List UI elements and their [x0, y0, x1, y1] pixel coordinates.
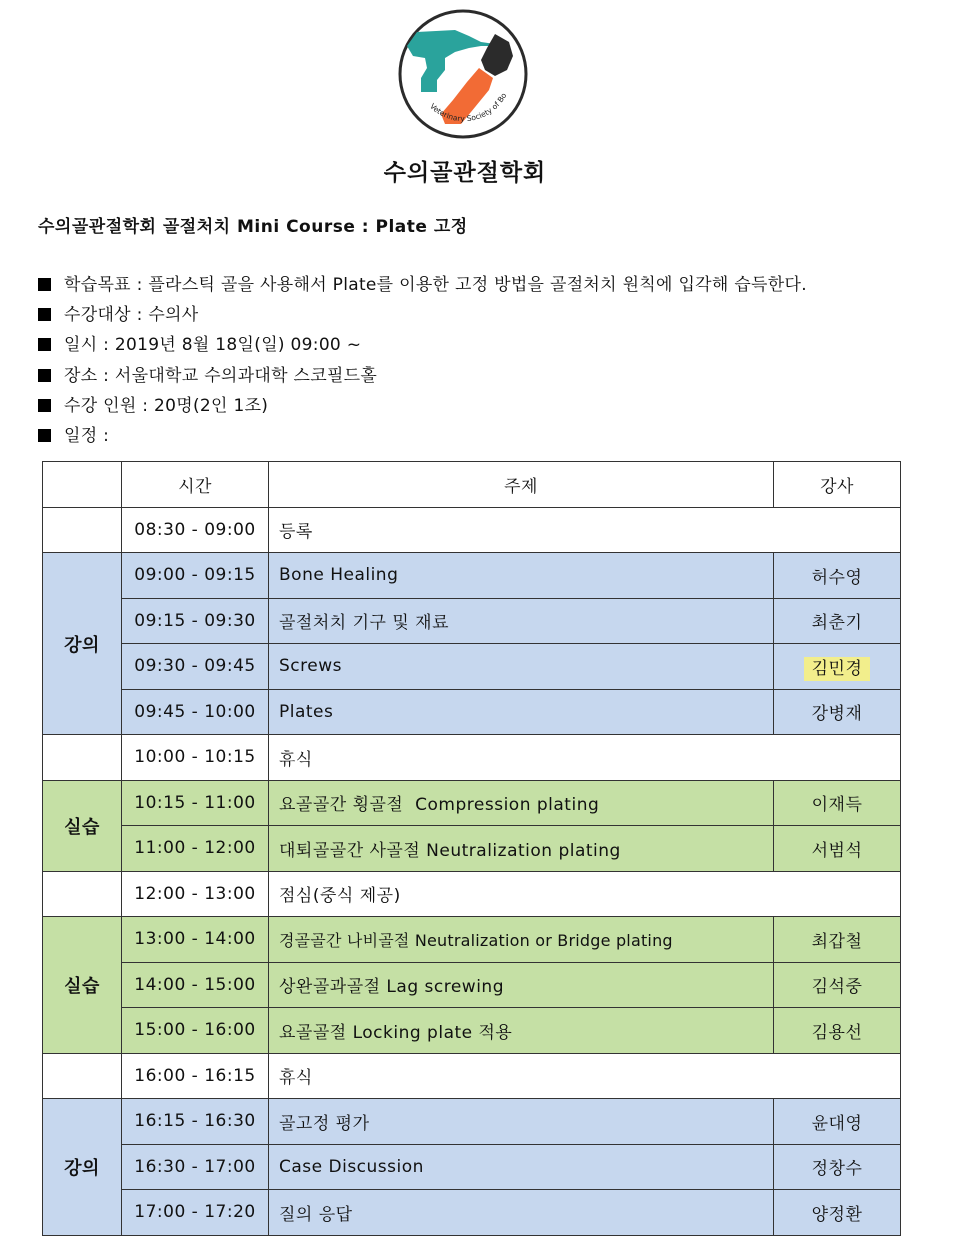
topic-cell: 휴식: [269, 735, 901, 781]
time-cell: 09:45 - 10:00: [122, 689, 269, 735]
schedule-table: [42, 461, 901, 1236]
table-row: [43, 962, 901, 1008]
info-schedule: 일정 :: [38, 423, 807, 453]
instructor-cell: 김석중: [774, 962, 901, 1008]
table-row: [43, 826, 901, 872]
topic-cell: Bone Healing: [269, 553, 774, 599]
bullet-square-icon: [38, 278, 51, 291]
category-lecture: 강의: [43, 1099, 122, 1236]
info-capacity: 수강 인원 : 20명(2인 1조): [38, 393, 807, 423]
table-row: [43, 598, 901, 644]
time-cell: 16:30 - 17:00: [122, 1144, 269, 1190]
table-row: [43, 1053, 901, 1099]
topic-cell: 골절처치 기구 및 재료: [269, 598, 774, 644]
course-title: 수의골관절학회 골절처치 Mini Course : Plate 고정: [38, 217, 468, 237]
info-date: 일시 : 2019년 8월 18일(일) 09:00 ~: [38, 332, 807, 362]
topic-cell: Plates: [269, 689, 774, 735]
time-cell: 13:00 - 14:00: [122, 917, 269, 963]
table-row: [43, 780, 901, 826]
table-row: [43, 1099, 901, 1145]
header-time: 시간: [122, 462, 269, 508]
time-cell: 10:00 - 10:15: [122, 735, 269, 781]
category-lecture: 강의: [43, 553, 122, 735]
instructor-cell: 최갑철: [774, 917, 901, 963]
header-topic: 주제: [269, 462, 774, 508]
time-cell: 09:30 - 09:45: [122, 644, 269, 690]
instructor-cell: 윤대영: [774, 1099, 901, 1145]
bullet-square-icon: [38, 369, 51, 382]
table-row: [43, 689, 901, 735]
table-row: [43, 871, 901, 917]
header-category: [43, 462, 122, 508]
time-cell: 10:15 - 11:00: [122, 780, 269, 826]
society-logo: [397, 8, 529, 140]
time-cell: 09:15 - 09:30: [122, 598, 269, 644]
instructor-cell: 최춘기: [774, 598, 901, 644]
instructor-cell: 허수영: [774, 553, 901, 599]
info-objective: 학습목표 : 플라스틱 골을 사용해서 Plate를 이용한 고정 방법을 골절처치 원칙에 입각해 습득한다.: [38, 272, 807, 302]
time-cell: 08:30 - 09:00: [122, 507, 269, 553]
topic-cell: 등록: [269, 507, 901, 553]
table-row: [43, 507, 901, 553]
time-cell: 16:00 - 16:15: [122, 1053, 269, 1099]
instructor-cell: 김용선: [774, 1008, 901, 1054]
topic-cell: Case Discussion: [269, 1144, 774, 1190]
society-title: 수의골관절학회: [383, 160, 547, 186]
instructor-cell: 정창수: [774, 1144, 901, 1190]
time-cell: 17:00 - 17:20: [122, 1190, 269, 1236]
highlighted-instructor: 김민경: [804, 657, 871, 681]
instructor-cell: 서범석: [774, 826, 901, 872]
topic-cell: 상완골과골절 Lag screwing: [269, 962, 774, 1008]
bullet-square-icon: [38, 308, 51, 321]
course-info-list: [38, 272, 807, 453]
table-row: [43, 644, 901, 690]
topic-cell: 요골골간 횡골절 Compression plating: [269, 780, 774, 826]
instructor-cell: 강병재: [774, 689, 901, 735]
time-cell: 14:00 - 15:00: [122, 962, 269, 1008]
topic-cell: Screws: [269, 644, 774, 690]
topic-cell: 질의 응답: [269, 1190, 774, 1236]
info-venue: 장소 : 서울대학교 수의과대학 스코필드홀: [38, 363, 807, 393]
instructor-cell: 이재득: [774, 780, 901, 826]
table-row: [43, 553, 901, 599]
topic-cell: 경골골간 나비골절 Neutralization or Bridge plating: [269, 917, 774, 963]
bullet-square-icon: [38, 338, 51, 351]
category-practice: 실습: [43, 780, 122, 871]
table-header-row: [43, 462, 901, 508]
time-cell: 16:15 - 16:30: [122, 1099, 269, 1145]
time-cell: 12:00 - 13:00: [122, 871, 269, 917]
category-practice: 실습: [43, 917, 122, 1054]
table-row: [43, 1144, 901, 1190]
header-instructor: 강사: [774, 462, 901, 508]
instructor-cell: [774, 644, 901, 690]
time-cell: 09:00 - 09:15: [122, 553, 269, 599]
topic-cell: 점심(중식 제공): [269, 871, 901, 917]
time-cell: 15:00 - 16:00: [122, 1008, 269, 1054]
bullet-square-icon: [38, 399, 51, 412]
table-row: [43, 1190, 901, 1236]
table-row: [43, 1008, 901, 1054]
bullet-square-icon: [38, 429, 51, 442]
info-audience: 수강대상 : 수의사: [38, 302, 807, 332]
svg-text:Veterinary Society of Bone and: Veterinary Society of Bo: [428, 91, 509, 124]
table-row: [43, 917, 901, 963]
topic-cell: 골고정 평가: [269, 1099, 774, 1145]
topic-cell: 요골골절 Locking plate 적용: [269, 1008, 774, 1054]
instructor-cell: 양정환: [774, 1190, 901, 1236]
table-row: [43, 735, 901, 781]
topic-cell: 휴식: [269, 1053, 901, 1099]
topic-cell: 대퇴골골간 사골절 Neutralization plating: [269, 826, 774, 872]
time-cell: 11:00 - 12:00: [122, 826, 269, 872]
